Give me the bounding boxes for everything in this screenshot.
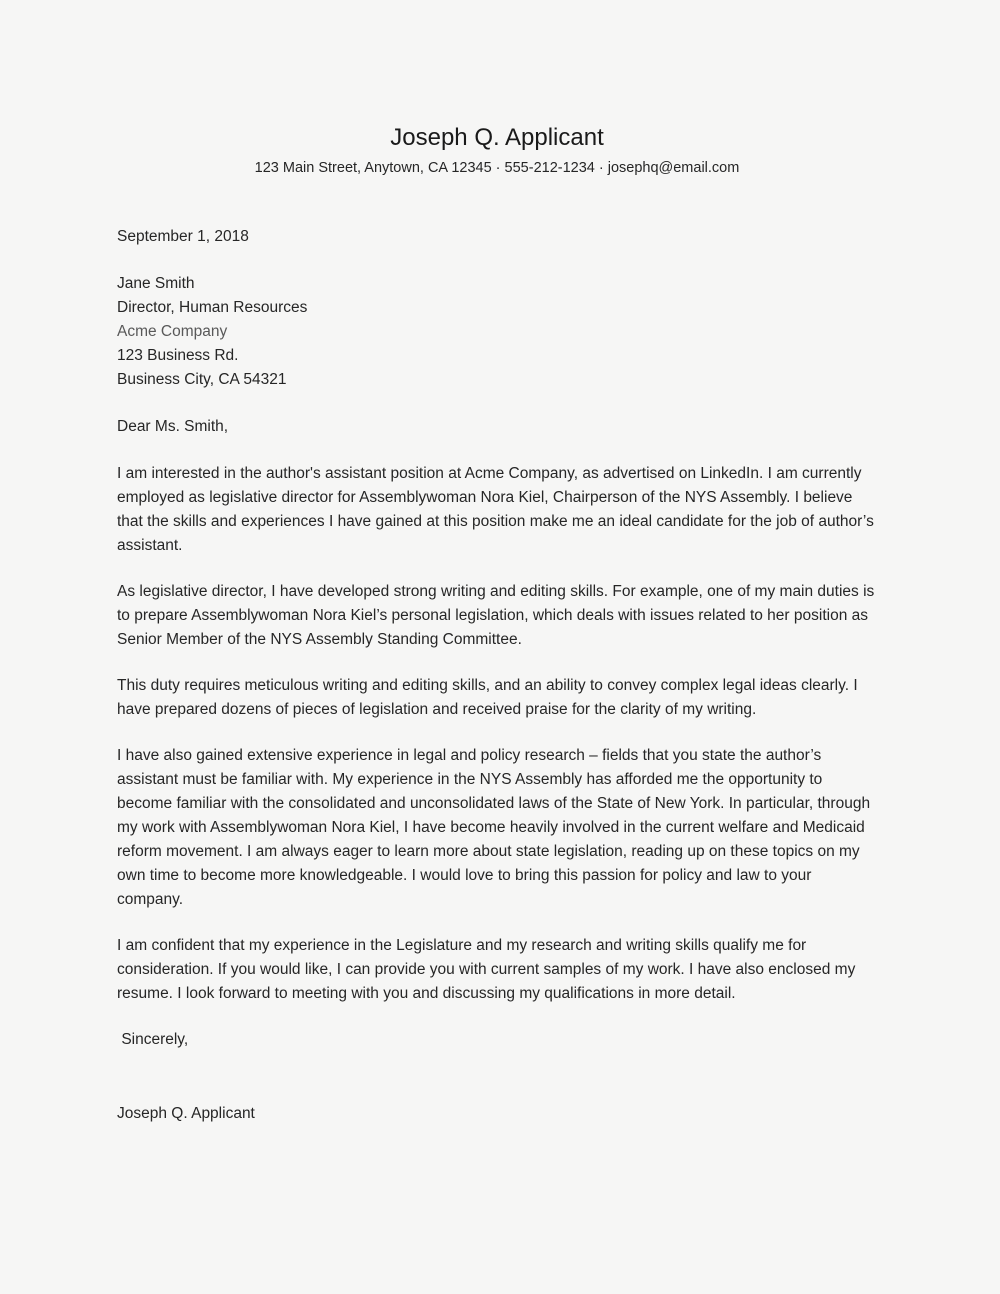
letter-header: [117, 122, 877, 179]
closing-block: [117, 1028, 877, 1052]
sender-contact-line: 123 Main Street, Anytown, CA 12345 · 555-212-1234 · josephq@email.com: [254, 160, 740, 176]
recipient-name: Jane Smith: [117, 275, 195, 292]
signature-block: [117, 1102, 877, 1126]
body-paragraph-4: I have also gained extensive experience in legal and policy research – fields that you state the author’s assistant must be familiar with. My experience in the NYS Assembly has afforded me the opportunity to become familiar with the consolidated and unconsolidated laws of the State of New York. In particular, through my work with Assemblywoman Nora Kiel, I have become heavily involved in the current welfare and Medicaid reform movement. I am always eager to learn more about state legislation, reading up on these topics on my own time to become more knowledgeable. I would love to bring this passion for policy and law to your company.: [117, 747, 875, 908]
salutation: Dear Ms. Smith,: [117, 418, 229, 435]
body-paragraph-2: As legislative director, I have developed strong writing and editing skills. For example, one of my main duties is to prepare Assemblywoman Nora Kiel’s personal legislation, which deals with issues related to her position as Senior Member of the NYS Assembly Standing Committee.: [117, 583, 879, 648]
date-line: September 1, 2018: [117, 228, 249, 245]
body-paragraph-3: This duty requires meticulous writing and editing skills, and an ability to convey complex legal ideas clearly. I have prepared dozens of pieces of legislation and received praise for the clarity of my writing.: [117, 677, 862, 718]
body-paragraph-5: I am confident that my experience in the Legislature and my research and writing skills qualify me for consideration. If you would like, I can provide you with current samples of my work. I have also enclosed my resume. I look forward to meeting with you and discussing my qualifications in more detail.: [117, 937, 860, 1002]
recipient-company: Acme Company: [117, 323, 228, 340]
closing-salutation: Sincerely,: [117, 1031, 189, 1048]
sender-name: Joseph Q. Applicant: [390, 124, 604, 151]
recipient-title: Director, Human Resources: [117, 299, 308, 316]
recipient-street: 123 Business Rd.: [117, 347, 239, 364]
signature-name: Joseph Q. Applicant: [117, 1105, 255, 1122]
recipient-city-state-zip: Business City, CA 54321: [117, 371, 287, 388]
body-paragraph-1: I am interested in the author's assistant position at Acme Company, as advertised on LinkedIn. I am currently employed as legislative director for Assemblywoman Nora Kiel, Chairperson of the NYS Assembly. I believe that the skills and experiences I have gained at this position make me an ideal candidate for the job of author’s assistant.: [117, 465, 879, 554]
date-block: [117, 225, 877, 249]
recipient-address-block: [117, 272, 877, 392]
salutation-block: [117, 415, 877, 439]
